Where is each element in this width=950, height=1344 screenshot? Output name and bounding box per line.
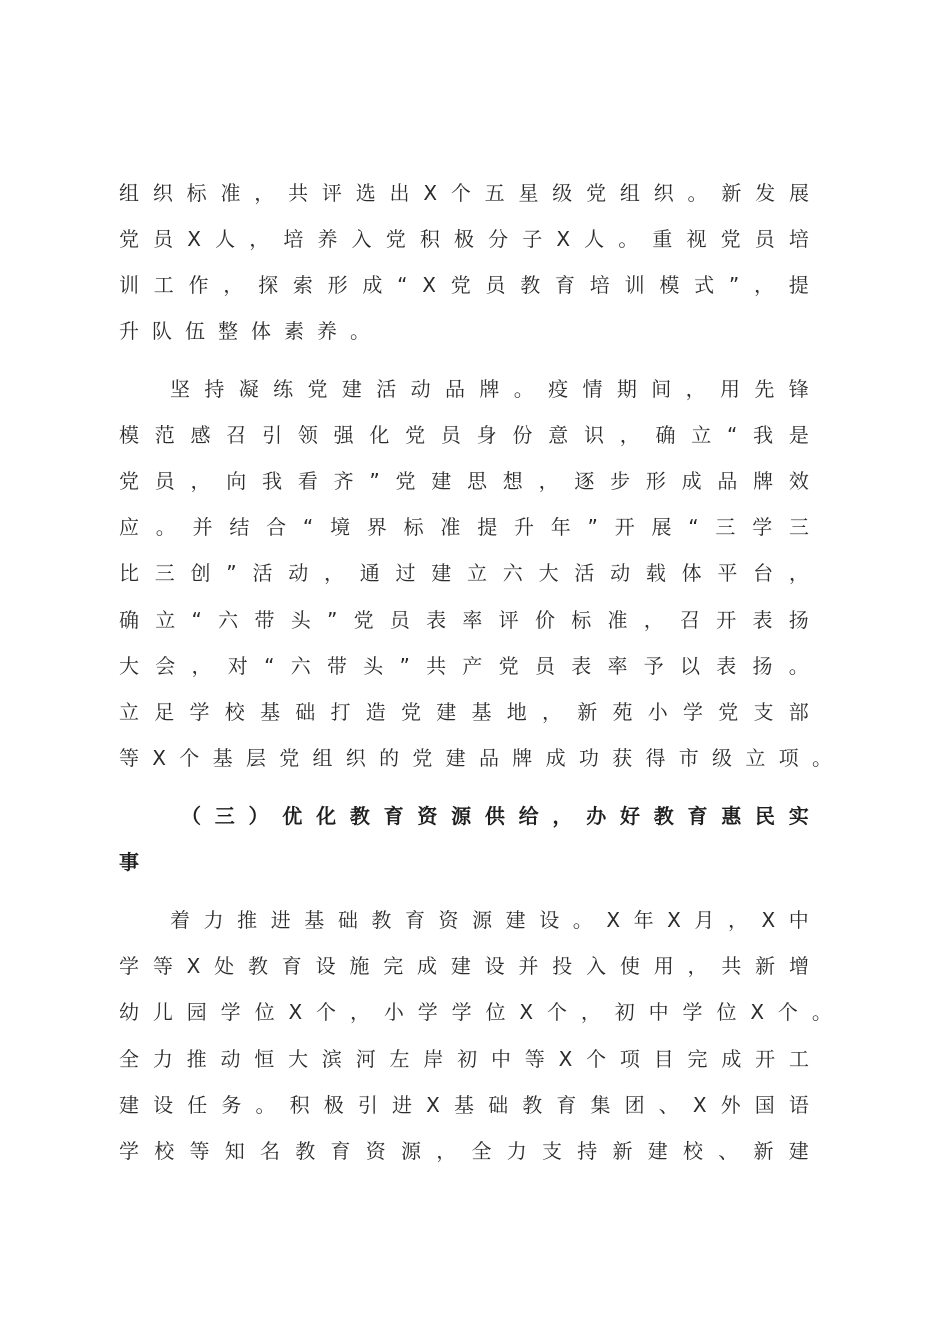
paragraph-line: 升 队 伍 整 体 素 养 。 [119, 319, 370, 343]
paragraph-line: 确 立 “ 六 带 头 ” 党 员 表 率 评 价 标 准 ， 召 开 表 扬 [119, 608, 809, 632]
paragraph-line: 等 X 个 基 层 党 组 织 的 党 建 品 牌 成 功 获 得 市 级 立 项 。 [119, 746, 832, 770]
paragraph-line: 立 足 学 校 基 础 打 造 党 建 基 地 ， 新 苑 小 学 党 支 部 [119, 700, 809, 724]
paragraph-line: 着 力 推 进 基 础 教 育 资 源 建 设 。 X 年 X 月 ， X 中 [170, 908, 809, 932]
paragraph-line: 党 员 X 人 ， 培 养 入 党 积 极 分 子 X 人 。 重 视 党 员 培 [119, 227, 809, 251]
paragraph-line: 建 设 任 务 。 积 极 引 进 X 基 础 教 育 集 团 、 X 外 国 语 [119, 1093, 809, 1117]
paragraph-line: 幼 儿 园 学 位 X 个 ， 小 学 学 位 X 个 ， 初 中 学 位 X 个 。 [119, 1000, 832, 1024]
paragraph-line: 组 织 标 准 ， 共 评 选 出 X 个 五 星 级 党 组 织 。 新 发 展 [119, 181, 809, 205]
paragraph-line: 全 力 推 动 恒 大 滨 河 左 岸 初 中 等 X 个 项 目 完 成 开 工 [119, 1047, 809, 1071]
paragraph-line: 训 工 作 ， 探 索 形 成 “ X 党 员 教 育 培 训 模 式 ” ， 提 [119, 273, 809, 297]
paragraph-line: 党 员 ， 向 我 看 齐 ” 党 建 思 想 ， 逐 步 形 成 品 牌 效 [119, 469, 809, 493]
paragraph-line: 比 三 创 ” 活 动 ， 通 过 建 立 六 大 活 动 载 体 平 台 ， [119, 561, 809, 585]
paragraph-line: 坚 持 凝 练 党 建 活 动 品 牌 。 疫 情 期 间 ， 用 先 锋 [170, 377, 809, 401]
paragraph-line: 应 。 并 结 合 “ 境 界 标 准 提 升 年 ” 开 展 “ 三 学 三 [119, 515, 809, 539]
paragraph-line: 大 会 ， 对 “ 六 带 头 ” 共 产 党 员 表 率 予 以 表 扬 。 [119, 654, 809, 678]
section-heading-line: 事 [119, 850, 139, 874]
paragraph-line: 学 校 等 知 名 教 育 资 源 ， 全 力 支 持 新 建 校 、 新 建 [119, 1139, 809, 1163]
paragraph-line: 学 等 X 处 教 育 设 施 完 成 建 设 并 投 入 使 用 ， 共 新 增 [119, 954, 809, 978]
paragraph-line: 模 范 感 召 引 领 强 化 党 员 身 份 意 识 ， 确 立 “ 我 是 [119, 423, 809, 447]
section-heading-line: （ 三 ） 优 化 教 育 资 源 供 给 ， 办 好 教 育 惠 民 实 [181, 804, 809, 828]
